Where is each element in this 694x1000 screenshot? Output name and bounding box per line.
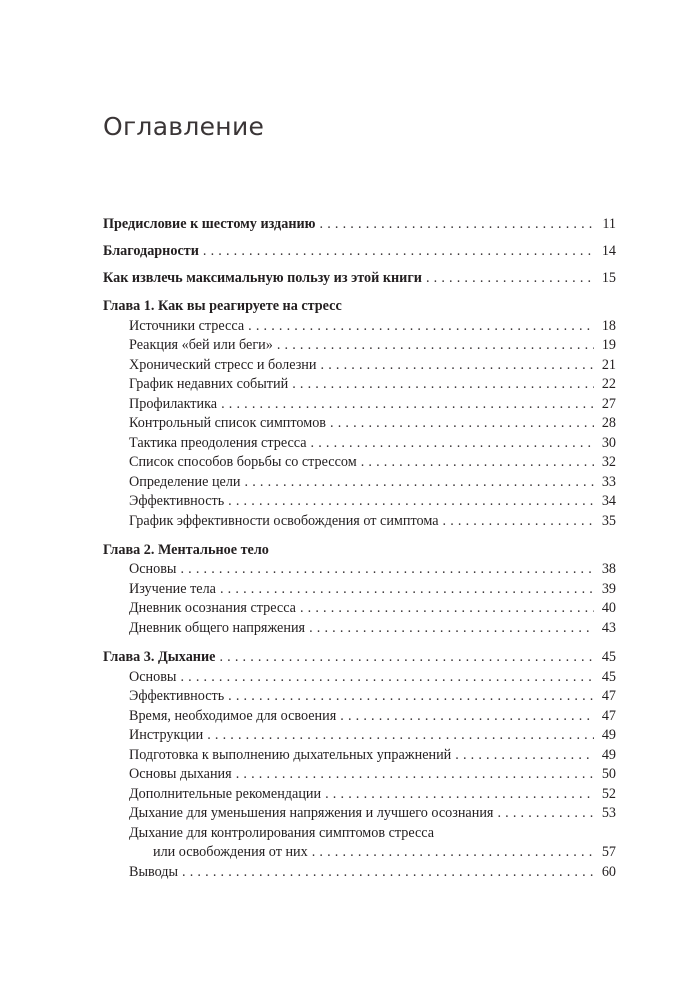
toc-entry[interactable] xyxy=(129,706,616,726)
toc-entry-label: Как извлечь максимальную пользу из этой книги xyxy=(103,270,422,286)
toc-entry-preface[interactable] xyxy=(103,214,616,234)
toc-entry-label: или освобождения от них xyxy=(153,844,308,860)
toc-entry-label: Инструкции xyxy=(129,727,204,743)
dot-leader xyxy=(203,241,594,261)
dot-leader xyxy=(330,413,594,433)
page-title: Оглавление xyxy=(103,112,265,141)
toc-entry[interactable] xyxy=(129,764,616,784)
toc-entry[interactable] xyxy=(129,394,616,414)
toc-entry-acknowledgements[interactable] xyxy=(103,241,616,261)
toc-entry-page: 39 xyxy=(601,581,616,597)
toc-entry-page: 52 xyxy=(601,786,616,802)
toc-entry-label: Дневник осознания стресса xyxy=(129,600,296,616)
toc-entry-how-to-use[interactable] xyxy=(103,268,616,288)
toc-chapter-2[interactable] xyxy=(103,540,616,560)
toc-entry-page: 49 xyxy=(601,727,616,743)
toc-chapter-label: Глава 1. Как вы реагируете на стресс xyxy=(103,298,342,314)
toc-entry-page: 30 xyxy=(601,435,616,451)
toc-entry[interactable] xyxy=(129,413,616,433)
toc-entry-label: Реакция «бей или беги» xyxy=(129,337,273,353)
toc-entry-page: 47 xyxy=(601,708,616,724)
toc-entry-label: Тактика преодоления стресса xyxy=(129,435,307,451)
toc-entry[interactable] xyxy=(129,316,616,336)
toc-entry[interactable] xyxy=(129,355,616,375)
dot-leader xyxy=(219,647,594,667)
toc-entry[interactable] xyxy=(129,598,616,618)
toc-entry-page: 43 xyxy=(601,620,616,636)
toc-entry-page: 60 xyxy=(601,864,616,880)
toc-chapter-label: Глава 2. Ментальное тело xyxy=(103,542,269,558)
toc-entry-label: Основы дыхания xyxy=(129,766,232,782)
toc-entry[interactable] xyxy=(129,725,616,745)
dot-leader xyxy=(236,764,594,784)
toc-entry-page: 45 xyxy=(601,649,616,665)
toc-entry-label: Благодарности xyxy=(103,243,199,259)
dot-leader xyxy=(309,618,594,638)
toc-entry-label: Дыхание для уменьшения напряжения и лучшего осознания xyxy=(129,805,494,821)
dot-leader xyxy=(321,355,595,375)
dot-leader xyxy=(228,491,594,511)
toc-entry[interactable] xyxy=(129,618,616,638)
toc-entry-page: 21 xyxy=(601,357,616,373)
toc-entry-page: 27 xyxy=(601,396,616,412)
toc-entry-page: 57 xyxy=(601,844,616,860)
toc-entry[interactable] xyxy=(129,491,616,511)
toc-entry[interactable] xyxy=(129,559,616,579)
toc-entry-page: 15 xyxy=(601,270,616,286)
dot-leader xyxy=(497,803,594,823)
toc-entry-page: 47 xyxy=(601,688,616,704)
toc-entry-label: Дополнительные рекомендации xyxy=(129,786,322,802)
toc-entry[interactable] xyxy=(129,745,616,765)
dot-leader xyxy=(221,394,594,414)
dot-leader xyxy=(361,452,594,472)
toc-entry[interactable] xyxy=(129,374,616,394)
toc-entry-page: 22 xyxy=(601,376,616,392)
dot-leader xyxy=(182,862,594,882)
toc-entry-page: 33 xyxy=(601,474,616,490)
toc-entry-page: 53 xyxy=(601,805,616,821)
toc-entry[interactable] xyxy=(129,803,616,823)
toc-entry-page: 32 xyxy=(601,454,616,470)
toc-entry-label: Профилактика xyxy=(129,396,218,412)
toc-entry[interactable] xyxy=(129,862,616,882)
toc-chapter-3[interactable] xyxy=(103,647,616,667)
toc-entry[interactable] xyxy=(129,452,616,472)
toc-entry-page: 19 xyxy=(601,337,616,353)
toc-entry-label: Определение цели xyxy=(129,474,241,490)
toc-chapter-1[interactable] xyxy=(103,296,616,316)
toc-entry-page: 34 xyxy=(601,493,616,509)
toc-entry-page: 45 xyxy=(601,669,616,685)
dot-leader xyxy=(312,842,594,862)
toc-entry-page: 18 xyxy=(601,318,616,334)
toc-entry-page: 38 xyxy=(601,561,616,577)
toc-entry-label: Основы xyxy=(129,669,177,685)
toc-entry-label: Эффективность xyxy=(129,688,225,704)
toc-entry-label: Выводы xyxy=(129,864,179,880)
toc-entry-label: Изучение тела xyxy=(129,581,216,597)
dot-leader xyxy=(220,579,594,599)
toc-entry[interactable] xyxy=(129,472,616,492)
dot-leader xyxy=(207,725,594,745)
dot-leader xyxy=(455,745,594,765)
toc-entry-page: 11 xyxy=(602,216,616,232)
toc-entry-page: 14 xyxy=(601,243,616,259)
toc-entry-label: Контрольный список симптомов xyxy=(129,415,327,431)
toc-entry-multiline-continuation[interactable] xyxy=(153,842,616,862)
toc-entry[interactable] xyxy=(129,784,616,804)
dot-leader xyxy=(245,472,594,492)
toc-entry-page: 28 xyxy=(601,415,616,431)
dot-leader xyxy=(228,686,594,706)
toc-entry-label: Хронический стресс и болезни xyxy=(129,357,317,373)
dot-leader xyxy=(248,316,594,336)
toc-entry-label: Эффективность xyxy=(129,493,225,509)
toc-entry-label: График недавних событий xyxy=(129,376,289,392)
dot-leader xyxy=(443,511,594,531)
dot-leader xyxy=(180,667,594,687)
toc-entry-label: Дневник общего напряжения xyxy=(129,620,306,636)
dot-leader xyxy=(180,559,594,579)
toc-entry-page: 35 xyxy=(601,513,616,529)
toc-entry[interactable] xyxy=(129,686,616,706)
toc-entry-label: Предисловие к шестому изданию xyxy=(103,216,316,232)
toc-entry-label: Источники стресса xyxy=(129,318,245,334)
toc-entry-page: 50 xyxy=(601,766,616,782)
dot-leader xyxy=(325,784,594,804)
dot-leader xyxy=(340,706,594,726)
dot-leader xyxy=(300,598,594,618)
toc-entry-label: Основы xyxy=(129,561,177,577)
toc-entry[interactable] xyxy=(129,579,616,599)
toc-entry[interactable] xyxy=(129,335,616,355)
dot-leader xyxy=(311,433,594,453)
toc-entry[interactable] xyxy=(129,433,616,453)
toc-entry-page: 40 xyxy=(601,600,616,616)
dot-leader xyxy=(320,214,594,234)
toc-entry-label: Время, необходимое для освоения xyxy=(129,708,337,724)
dot-leader xyxy=(426,268,594,288)
dot-leader xyxy=(292,374,594,394)
toc-entry[interactable] xyxy=(129,667,616,687)
toc-entry-label: График эффективности освобождения от симптома xyxy=(129,513,439,529)
toc-entry-page: 49 xyxy=(601,747,616,763)
toc-entry-label: Дыхание для контролирования симптомов стресса xyxy=(129,825,435,841)
toc-chapter-label: Глава 3. Дыхание xyxy=(103,649,216,665)
toc-entry-label: Список способов борьбы со стрессом xyxy=(129,454,357,470)
dot-leader xyxy=(277,335,594,355)
toc-entry[interactable] xyxy=(129,511,616,531)
toc-entry-label: Подготовка к выполнению дыхательных упражнений xyxy=(129,747,452,763)
toc-entry-multiline-first[interactable] xyxy=(129,823,616,843)
